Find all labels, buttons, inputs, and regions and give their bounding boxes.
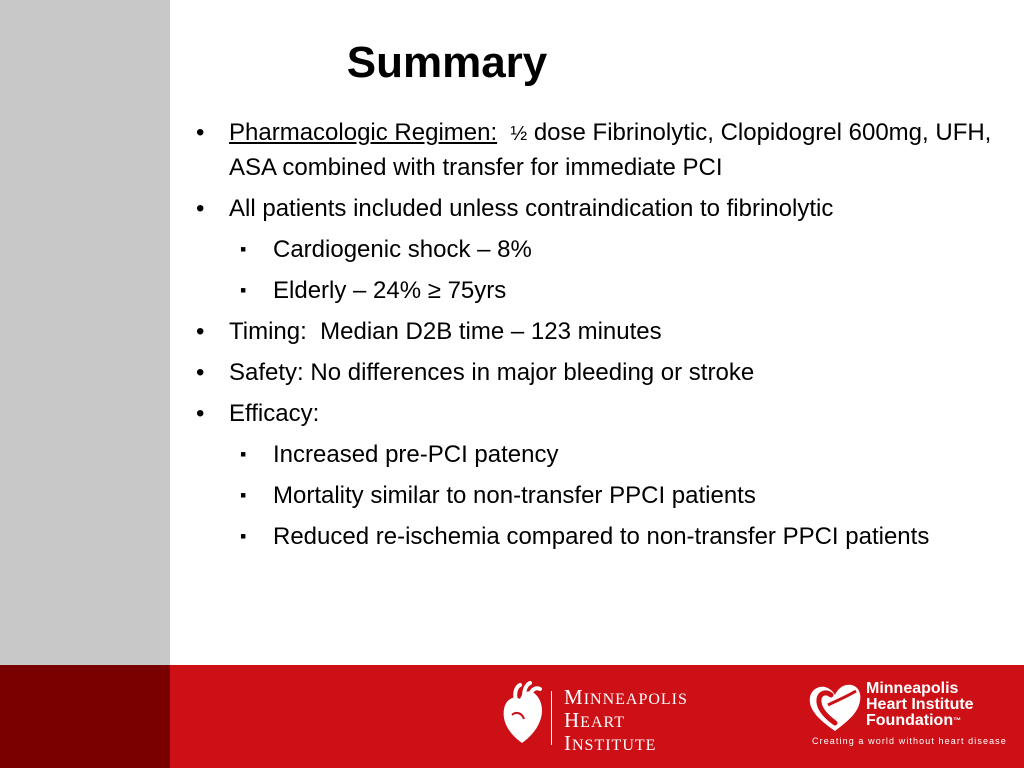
bullet-text: Cardiogenic shock – 8% <box>273 236 532 263</box>
sub-bullet-glyph: ▪ <box>240 526 247 546</box>
foundation-logo-text: Minneapolis Heart Institute Foundation™ <box>866 680 974 729</box>
footer-dark-block <box>0 665 170 768</box>
bullet-glyph: • <box>196 119 205 146</box>
slide-title: Summary <box>346 38 548 87</box>
logo-divider <box>551 691 552 745</box>
heart-swoosh-icon <box>806 679 864 735</box>
sub-bullet-item <box>190 233 1010 266</box>
sub-bullet-glyph: ▪ <box>240 444 247 464</box>
left-sidebar-band <box>0 0 170 665</box>
bullet-item <box>190 356 1010 389</box>
sub-bullet-item <box>190 438 1010 471</box>
mhi-logo-text: MINNEAPOLIS HEART INSTITUTE <box>564 685 688 755</box>
bullet-glyph: • <box>196 318 205 345</box>
half-glyph: ½ <box>510 123 528 145</box>
heart-institute-foundation-logo <box>806 679 1016 761</box>
bullet-text: dose Fibrinolytic, Clopidogrel 600mg, UFH, ASA combined with transfer for immediate PCI <box>229 119 992 181</box>
sub-bullet-item <box>190 274 1010 307</box>
sub-bullet-item <box>190 520 1010 553</box>
heart-anatomy-icon <box>500 681 546 747</box>
bullet-list <box>190 116 1010 561</box>
foundation-tagline: Creating a world without heart disease <box>812 736 1007 746</box>
sub-bullet-item <box>190 479 1010 512</box>
sub-bullet-glyph: ▪ <box>240 239 247 259</box>
bullet-glyph: • <box>196 359 205 386</box>
bullet-text: Efficacy: <box>229 400 320 427</box>
bullet-item <box>190 315 1010 348</box>
footer-band <box>0 665 1024 768</box>
minneapolis-heart-institute-logo <box>500 681 720 753</box>
sub-bullet-glyph: ▪ <box>240 280 247 300</box>
bullet-item <box>190 116 1010 184</box>
bullet-text: Timing: Median D2B time – 123 minutes <box>229 318 662 345</box>
sub-bullet-glyph: ▪ <box>240 485 247 505</box>
bullet-label-underlined: Pharmacologic Regimen: <box>229 119 498 146</box>
bullet-glyph: • <box>196 195 205 222</box>
bullet-item <box>190 192 1010 225</box>
bullet-text: Safety: No differences in major bleeding or stroke <box>229 359 755 386</box>
bullet-text: Mortality similar to non-transfer PPCI patients <box>273 482 756 509</box>
bullet-item <box>190 397 1010 430</box>
bullet-glyph: • <box>196 400 205 427</box>
bullet-text: Reduced re-ischemia compared to non-transfer PPCI patients <box>273 523 930 550</box>
bullet-text: Increased pre-PCI patency <box>273 441 559 468</box>
bullet-text: Elderly – 24% ≥ 75yrs <box>273 277 507 304</box>
bullet-text: All patients included unless contraindication to fibrinolytic <box>229 195 834 222</box>
